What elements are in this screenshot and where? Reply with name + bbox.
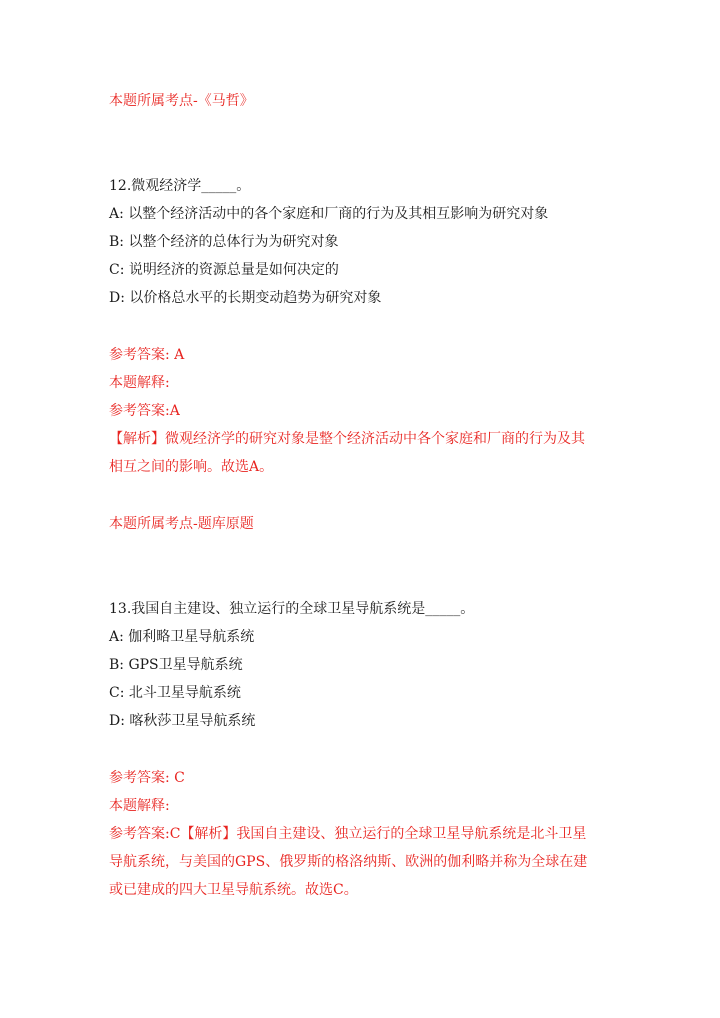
q12-source-note: 本题所属考点-题库原题 <box>109 516 254 532</box>
q13-stem: 13.我国自主建设、独立运行的全球卫星导航系统是_____。 <box>109 601 475 617</box>
q12-ref-answer: 参考答案:A <box>109 403 180 419</box>
q13-option-a: A: 伽利略卫星导航系统 <box>109 629 255 645</box>
q12-stem: 12.微观经济学_____。 <box>109 178 251 194</box>
q13-analysis-line-3: 或已建成的四大卫星导航系统。故选C。 <box>109 882 358 898</box>
q13-analysis-line-2: 导航系统，与美国的GPS、俄罗斯的格洛纳斯、欧洲的伽利略并称为全球在建 <box>109 854 588 870</box>
q12-option-c: C: 说明经济的资源总量是如何决定的 <box>109 262 339 278</box>
top-source-note: 本题所属考点-《马哲》 <box>109 93 254 109</box>
q13-option-b: B: GPS卫星导航系统 <box>109 657 243 673</box>
q12-answer: 参考答案: A <box>109 347 185 363</box>
q12-option-b: B: 以整个经济的总体行为为研究对象 <box>109 234 339 250</box>
q12-analysis-line-1: 【解析】微观经济学的研究对象是整个经济活动中各个家庭和厂商的行为及其 <box>109 431 585 447</box>
q13-option-d: D: 喀秋莎卫星导航系统 <box>109 713 256 729</box>
q13-answer: 参考答案: C <box>109 770 185 786</box>
q12-option-d: D: 以价格总水平的长期变动趋势为研究对象 <box>109 290 382 306</box>
q13-explain-label: 本题解释: <box>109 798 170 814</box>
q13-option-c: C: 北斗卫星导航系统 <box>109 685 241 701</box>
q12-analysis-line-2: 相互之间的影响。故选A。 <box>109 459 274 475</box>
q12-explain-label: 本题解释: <box>109 375 170 391</box>
q12-option-a: A: 以整个经济活动中的各个家庭和厂商的行为及其相互影响为研究对象 <box>109 206 549 222</box>
q13-analysis-line-1: 参考答案:C【解析】我国自主建设、独立运行的全球卫星导航系统是北斗卫星 <box>109 826 587 842</box>
